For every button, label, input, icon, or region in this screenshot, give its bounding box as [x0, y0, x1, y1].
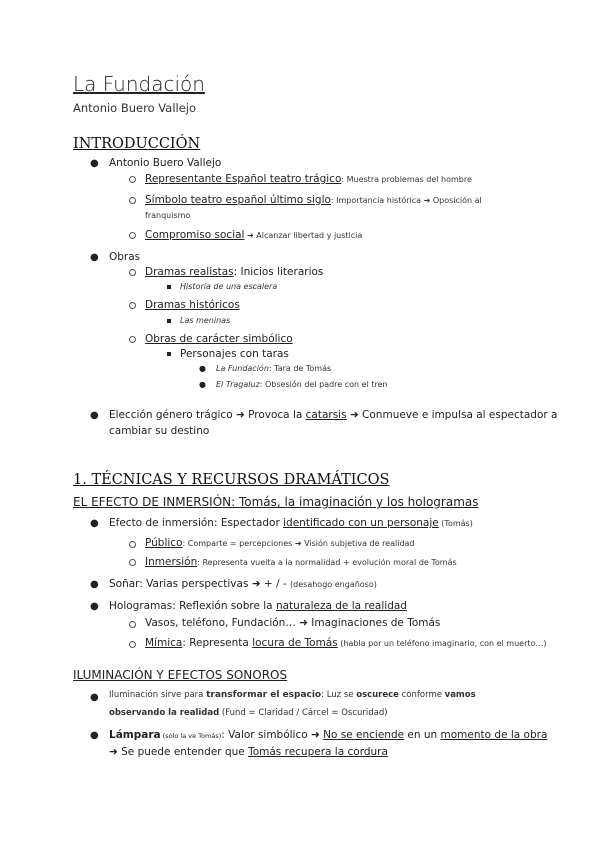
lampara-text-d: en un [404, 729, 441, 741]
publico-text: Público [145, 537, 183, 549]
intro-item-representante [145, 173, 472, 185]
bullet-icon: ● [199, 380, 206, 389]
circle-bullet-icon [129, 621, 136, 628]
lampara-note: (sólo la ve Tomás) [160, 732, 222, 740]
fundacion-item [216, 364, 331, 373]
personajes-item: Personajes con taras [180, 348, 289, 360]
publico-item [145, 537, 415, 549]
bullet-icon: ● [90, 518, 99, 529]
circle-bullet-icon [129, 269, 136, 276]
catarsis-text: catarsis [305, 409, 347, 421]
eleccion-cont: cambiar su destino [109, 425, 210, 437]
identificado-text: identificado con un personaje [283, 517, 439, 529]
simbolo-desc: : Importancia histórica ➜ Oposición al [330, 196, 482, 205]
publico-desc: : Comparte = percepciones ➜ Visión subjetiva de realidad [182, 539, 415, 548]
lampara-item [109, 729, 547, 741]
bullet-icon: ● [90, 692, 99, 703]
circle-bullet-icon [129, 336, 136, 343]
bullet-icon: ● [199, 364, 206, 373]
dramas-realistas-text: Dramas realistas [145, 266, 234, 278]
tomas-note: (Tomás) [438, 519, 473, 528]
square-bullet-icon [167, 352, 171, 356]
intro-item-simbolo [145, 194, 482, 206]
intro-author-item: Antonio Buero Vallejo [109, 157, 222, 169]
representante-text: Representante Español teatro trágico [145, 173, 342, 185]
square-bullet-icon [167, 285, 171, 289]
hologramas-item [109, 600, 407, 612]
iluminacion-text-e: conforme [398, 690, 445, 700]
momento-text: momento de la obra [440, 729, 548, 741]
circle-bullet-icon [129, 176, 136, 183]
no-enciende-text: No se enciende [323, 729, 405, 741]
doc-author: Antonio Buero Vallejo [73, 101, 197, 115]
hologramas-text: Hologramas: Reflexión sobre la [109, 600, 276, 612]
mimica-item [145, 637, 547, 649]
sonar-note: (desahogo engañoso) [290, 580, 377, 589]
square-bullet-icon [167, 319, 171, 323]
dramas-realistas-desc: : Inicios literarios [233, 266, 324, 278]
eleccion-item [109, 409, 558, 421]
observando-text: observando la realidad [109, 708, 220, 718]
sonar-item [109, 578, 377, 590]
bullet-icon: ● [90, 158, 99, 169]
iluminacion-item [109, 690, 476, 700]
dramas-historicos-example: Las meninas [180, 316, 231, 325]
circle-bullet-icon [129, 541, 136, 548]
iluminacion-text-a: Iluminación sirve para [109, 690, 207, 700]
representante-desc: : Muestra problemas del hombre [341, 175, 472, 184]
simbolo-desc-cont: franquismo [145, 211, 191, 220]
intro-item-compromiso [145, 229, 362, 241]
fundacion-desc: : Tara de Tomás [268, 364, 332, 373]
mimica-desc: : Representa [182, 637, 253, 649]
tragaluz-title: El Tragaluz [216, 380, 260, 389]
lampara-text: Lámpara [109, 729, 161, 741]
bullet-icon: ● [90, 410, 99, 421]
obras-simbolicas-item: Obras de carácter simbólico [145, 333, 293, 345]
efecto-inmersion-item [109, 517, 473, 529]
bullet-icon: ● [90, 601, 99, 612]
bullet-icon: ● [90, 252, 99, 263]
inmersion-text: Inmersión [145, 556, 198, 568]
lampara-cont [109, 746, 388, 758]
sonar-text: Soñar: Varias perspectivas ➜ + / - [109, 578, 291, 590]
vasos-item: Vasos, teléfono, Fundación… ➜ Imaginaciones de Tomás [145, 617, 441, 629]
dramas-realistas-item [145, 266, 323, 278]
mimica-note: (habla por un teléfono imaginario, con el muerto…) [337, 639, 547, 648]
iluminacion-cont [109, 708, 388, 718]
mimica-text: Mímica [145, 637, 183, 649]
circle-bullet-icon [129, 302, 136, 309]
doc-title: La Fundación [73, 72, 205, 96]
bullet-icon: ● [90, 730, 99, 741]
tragaluz-item [216, 380, 388, 389]
lampara-text-e: ➜ Se puede entender que [109, 746, 249, 758]
intro-heading: INTRODUCCIÓN [73, 136, 201, 152]
circle-bullet-icon [129, 641, 136, 648]
lampara-desc: : Valor simbólico ➜ [221, 729, 324, 741]
oscurece-text: oscurece [356, 690, 399, 700]
compromiso-text: Compromiso social [145, 229, 245, 241]
compromiso-desc: ➜ Alcanzar libertad y justicia [244, 231, 363, 240]
inmersion-item [145, 556, 457, 568]
bullet-icon: ● [90, 579, 99, 590]
iluminacion-text-c: : Luz se [321, 690, 357, 700]
locura-text: locura de Tomás [252, 637, 338, 649]
iluminacion-subheading: ILUMINACIÓN Y EFECTOS SONOROS [73, 668, 288, 682]
cordura-text: Tomás recupera la cordura [248, 746, 388, 758]
eleccion-text-b: ➜ Conmueve e impulsa al espectador a [346, 409, 558, 421]
circle-bullet-icon [129, 559, 136, 566]
inmersion-desc: : Representa vuelta a la normalidad + evolución moral de Tomás [197, 558, 457, 567]
dramas-historicos-item: Dramas históricos [145, 299, 240, 311]
section1-heading: 1. TÉCNICAS Y RECURSOS DRAMÁTICOS [73, 472, 390, 488]
fund-note: (Fund = Claridad / Cárcel = Oscuridad) [219, 708, 388, 718]
efecto-text: Efecto de inmersión: Espectador [109, 517, 284, 529]
simbolo-text: Símbolo teatro español último siglo [145, 194, 331, 206]
transformar-text: transformar el espacio [206, 690, 322, 700]
circle-bullet-icon [129, 197, 136, 204]
fundacion-title: La Fundación [216, 364, 269, 373]
eleccion-text-a: Elección género trágico ➜ Provoca la [109, 409, 306, 421]
naturaleza-text: naturaleza de la realidad [275, 600, 407, 612]
vamos-text: vamos [444, 690, 476, 700]
inmersion-subheading: EL EFECTO DE INMERSIÓN: Tomás, la imaginación y los hologramas [73, 495, 479, 509]
obras-item: Obras [109, 251, 141, 263]
circle-bullet-icon [129, 232, 136, 239]
tragaluz-desc: : Obsesión del padre con el tren [259, 380, 388, 389]
dramas-realistas-example: Historia de una escalera [180, 282, 278, 291]
